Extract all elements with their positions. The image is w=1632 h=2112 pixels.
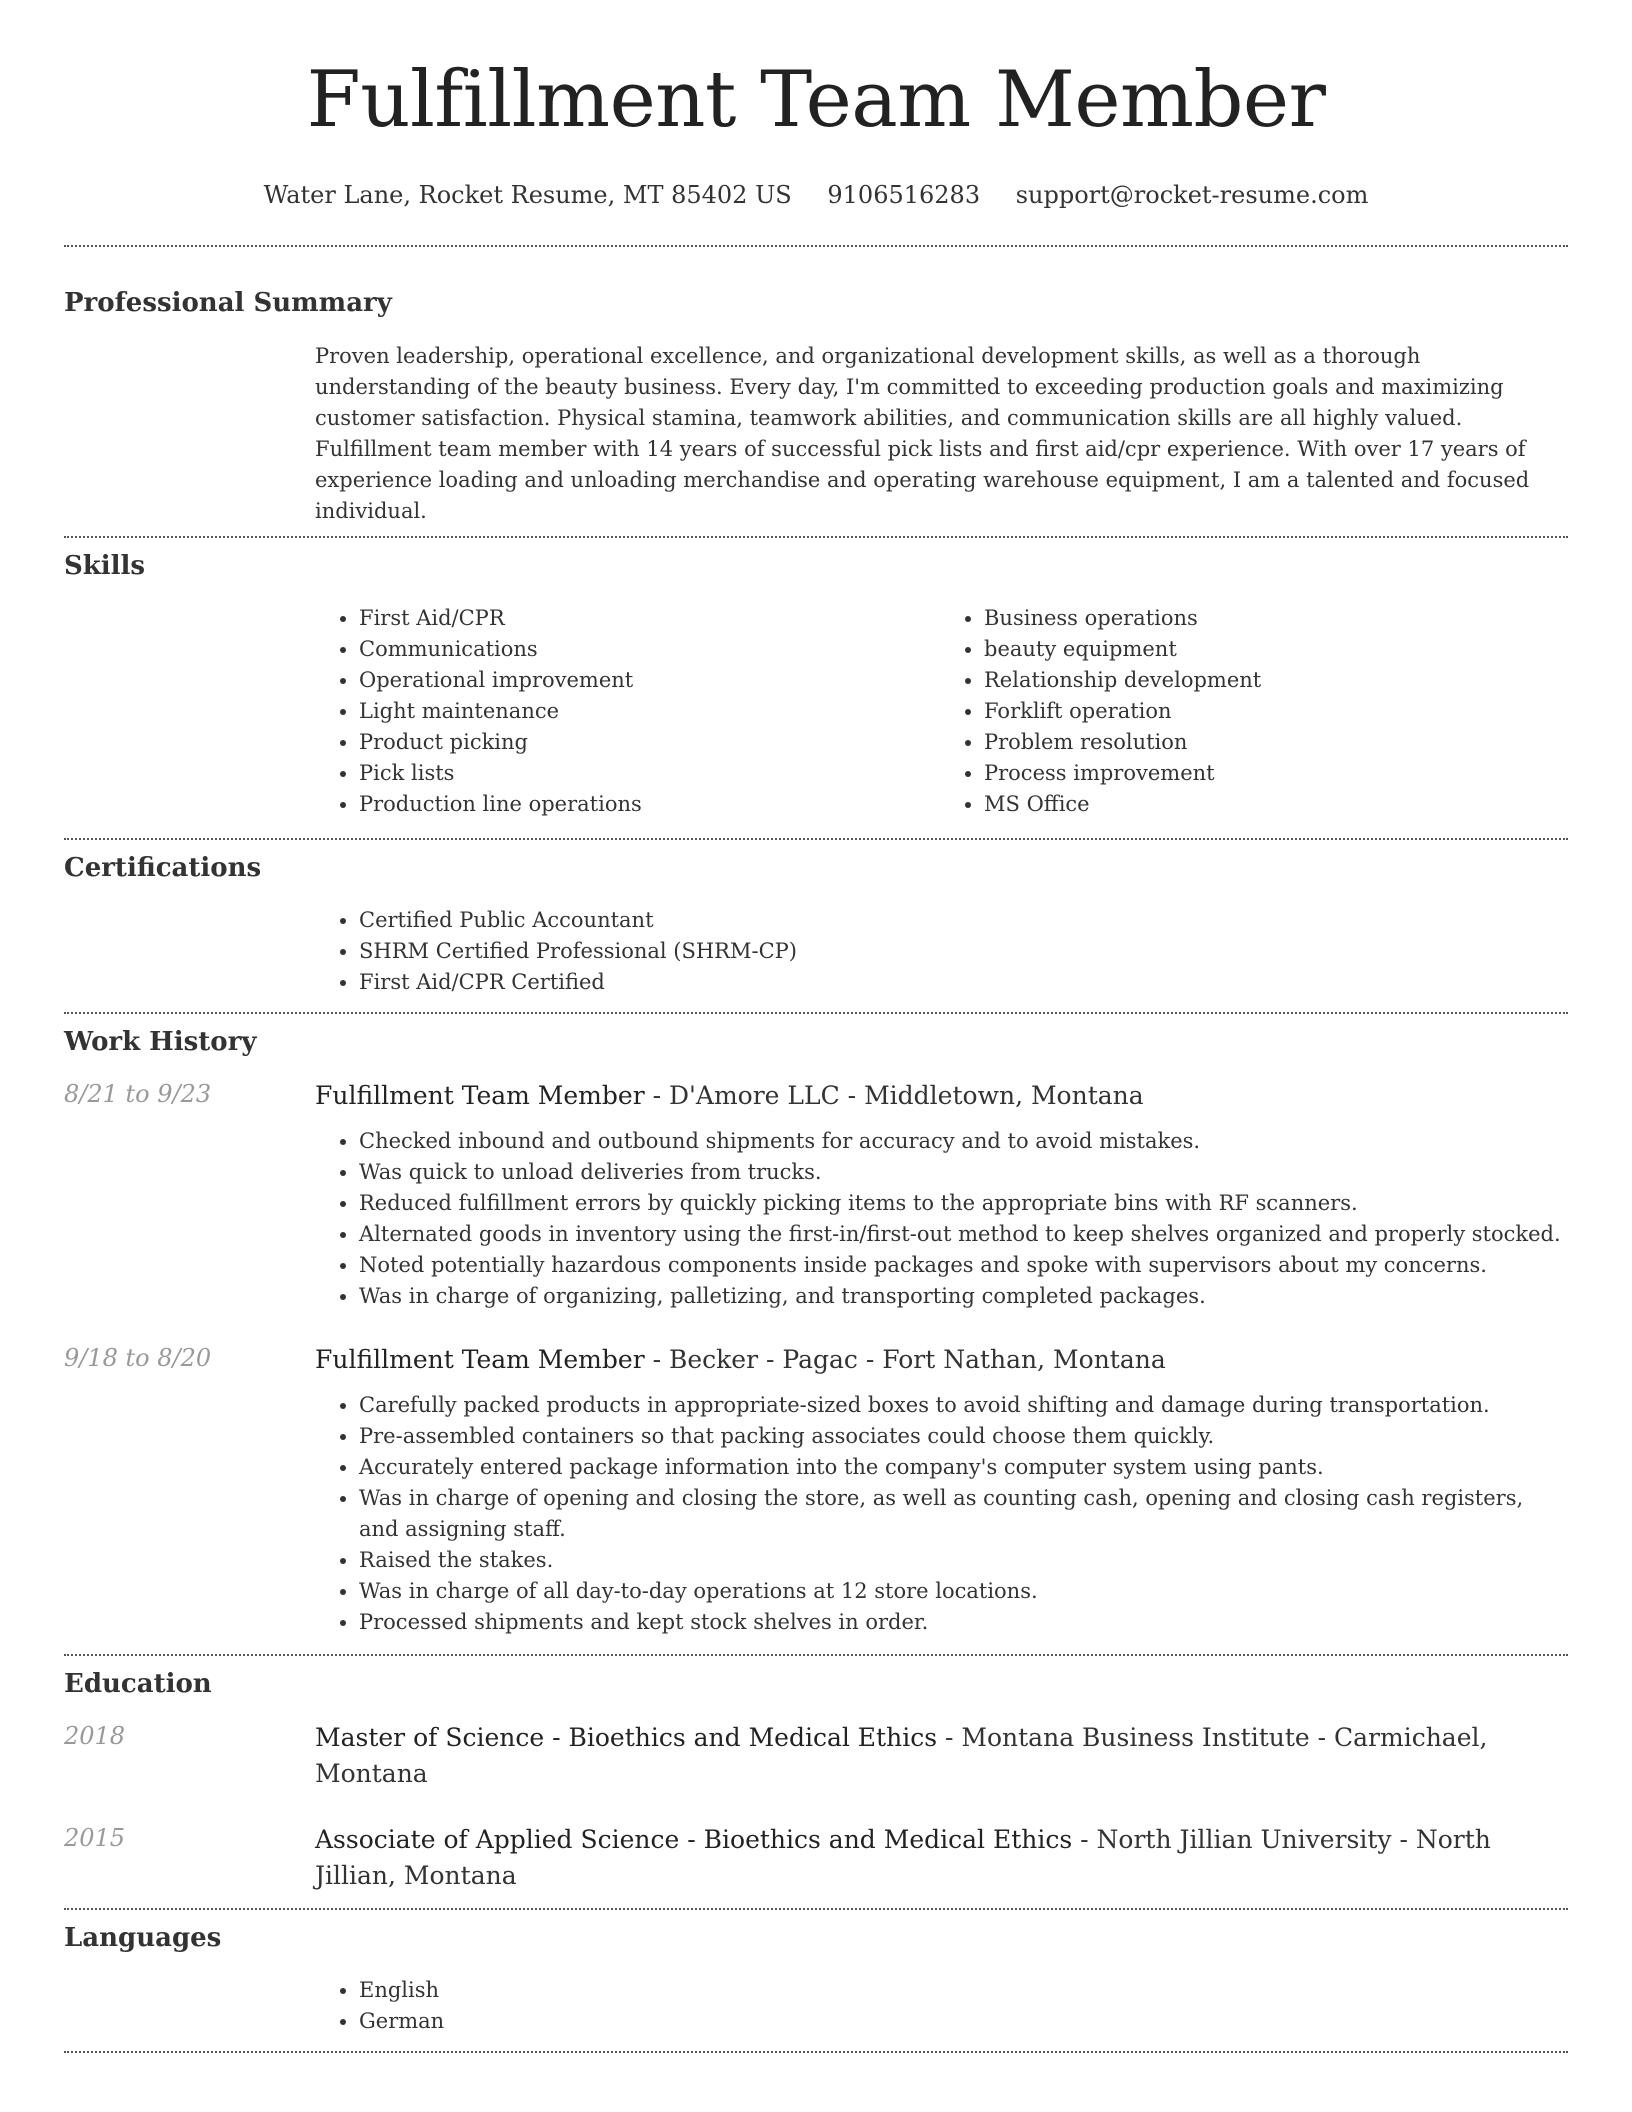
list-item: • First Aid/CPR Certified xyxy=(359,967,1565,998)
list-item: • Checked inbound and outbound shipments for accuracy and to avoid mistakes. xyxy=(359,1126,1565,1157)
education-year: 2015 xyxy=(64,1824,126,1852)
list-item: • beauty equipment xyxy=(984,634,1565,665)
section-title-work: Work History xyxy=(64,1027,257,1057)
list-item: • Product picking xyxy=(359,727,940,758)
languages-list xyxy=(315,1975,1565,2037)
contact-phone: 9106516283 xyxy=(827,181,981,209)
resume-name: Fulfillment Team Member xyxy=(306,55,1326,145)
section-title-languages: Languages xyxy=(64,1923,222,1953)
job-entry xyxy=(64,1342,1568,1638)
list-item: • Forklift operation xyxy=(984,696,1565,727)
summary-text: Proven leadership, operational excellence, and organizational development skills, as well as a thorough understanding of the beauty business. Every day, I'm committed to exceeding production goals and maximizing customer satisfaction. Physical stamina, teamwork abilities, and communication skills are all highly valued. Fulfillment team member with 14 years of successful pick lists and first aid/cpr experience. With over 17 years of experience loading and unloading merchandise and operating warehouse equipment, I am a talented and focused individual. xyxy=(315,344,1530,523)
job-bullets xyxy=(315,1390,1565,1638)
education-details xyxy=(315,1822,1565,1894)
job-role: Fulfillment Team Member xyxy=(315,1081,645,1110)
list-item: • Business operations xyxy=(984,603,1565,634)
list-item: • Certified Public Accountant xyxy=(359,905,1565,936)
list-item: • Relationship development xyxy=(984,665,1565,696)
education-entry xyxy=(64,1822,1568,1894)
list-item: • Noted potentially hazardous components inside packages and spoke with supervisors about my concerns. xyxy=(359,1250,1565,1281)
list-item: • Communications xyxy=(359,634,940,665)
list-item: • Accurately entered package information into the company's computer system using pants. xyxy=(359,1452,1565,1483)
job-bullets xyxy=(315,1126,1565,1312)
list-item: • Process improvement xyxy=(984,758,1565,789)
list-item: • Light maintenance xyxy=(359,696,940,727)
list-item: • Carefully packed products in appropriate-sized boxes to avoid shifting and damage during transportation. xyxy=(359,1390,1565,1421)
section-title-education: Education xyxy=(64,1669,212,1699)
section-title-summary: Professional Summary xyxy=(64,288,392,318)
education-degree: Master of Science - Bioethics and Medical Ethics xyxy=(315,1723,938,1752)
list-item: • Was in charge of opening and closing the store, as well as counting cash, opening and closing cash registers, and assigning staff. xyxy=(359,1483,1565,1545)
list-item: • English xyxy=(359,1975,1565,2006)
section-title-skills: Skills xyxy=(64,551,146,581)
list-item: • Reduced fulfillment errors by quickly picking items to the appropriate bins with RF scanners. xyxy=(359,1188,1565,1219)
list-item: • Problem resolution xyxy=(984,727,1565,758)
job-dates: 9/18 to 8/20 xyxy=(64,1344,212,1372)
job-dates: 8/21 to 9/23 xyxy=(64,1080,212,1108)
skills-list-left xyxy=(315,603,940,820)
summary-section xyxy=(64,247,1568,527)
skills-list-right xyxy=(940,603,1565,820)
resume-page xyxy=(64,0,1568,2053)
list-item: • Processed shipments and kept stock shelves in order. xyxy=(359,1607,1565,1638)
job-entry xyxy=(64,1078,1568,1312)
work-section xyxy=(64,1014,1568,1638)
list-item: • First Aid/CPR xyxy=(359,603,940,634)
job-employer: - Becker - Pagac - Fort Nathan, Montana xyxy=(644,1345,1166,1374)
contact-address: Water Lane, Rocket Resume, MT 85402 US xyxy=(263,181,792,209)
list-item: • SHRM Certified Professional (SHRM-CP) xyxy=(359,936,1565,967)
divider xyxy=(64,2051,1568,2053)
education-details xyxy=(315,1720,1565,1792)
education-entry xyxy=(64,1720,1568,1792)
list-item: • Was quick to unload deliveries from trucks. xyxy=(359,1157,1565,1188)
list-item: • German xyxy=(359,2006,1565,2037)
list-item: • Was in charge of all day-to-day operations at 12 store locations. xyxy=(359,1576,1565,1607)
education-year: 2018 xyxy=(64,1722,126,1750)
contact-line xyxy=(64,180,1568,210)
job-heading xyxy=(315,1078,1565,1114)
list-item: • Pick lists xyxy=(359,758,940,789)
certifications-list xyxy=(315,905,1565,998)
education-degree: Associate of Applied Science - Bioethics and Medical Ethics xyxy=(315,1825,1073,1854)
job-employer: - D'Amore LLC - Middletown, Montana xyxy=(644,1081,1144,1110)
section-title-certifications: Certifications xyxy=(64,853,262,883)
list-item: • Operational improvement xyxy=(359,665,940,696)
education-section xyxy=(64,1656,1568,1894)
skills-section xyxy=(64,538,1568,820)
list-item: • Raised the stakes. xyxy=(359,1545,1565,1576)
list-item: • Alternated goods in inventory using the first-in/first-out method to keep shelves organized and properly stocked. xyxy=(359,1219,1565,1250)
education-school: - North Jillian University - North Jillian, Montana xyxy=(315,1825,1491,1890)
list-item: • Was in charge of organizing, palletizing, and transporting completed packages. xyxy=(359,1281,1565,1312)
job-role: Fulfillment Team Member xyxy=(315,1345,645,1374)
list-item: • Production line operations xyxy=(359,789,940,820)
languages-section xyxy=(64,1910,1568,2037)
education-school: - Montana Business Institute - Carmichael, Montana xyxy=(315,1723,1488,1788)
list-item: • Pre-assembled containers so that packing associates could choose them quickly. xyxy=(359,1421,1565,1452)
certifications-section xyxy=(64,840,1568,998)
contact-email: support@rocket-resume.com xyxy=(1015,181,1369,209)
list-item: • MS Office xyxy=(984,789,1565,820)
job-heading xyxy=(315,1342,1565,1378)
